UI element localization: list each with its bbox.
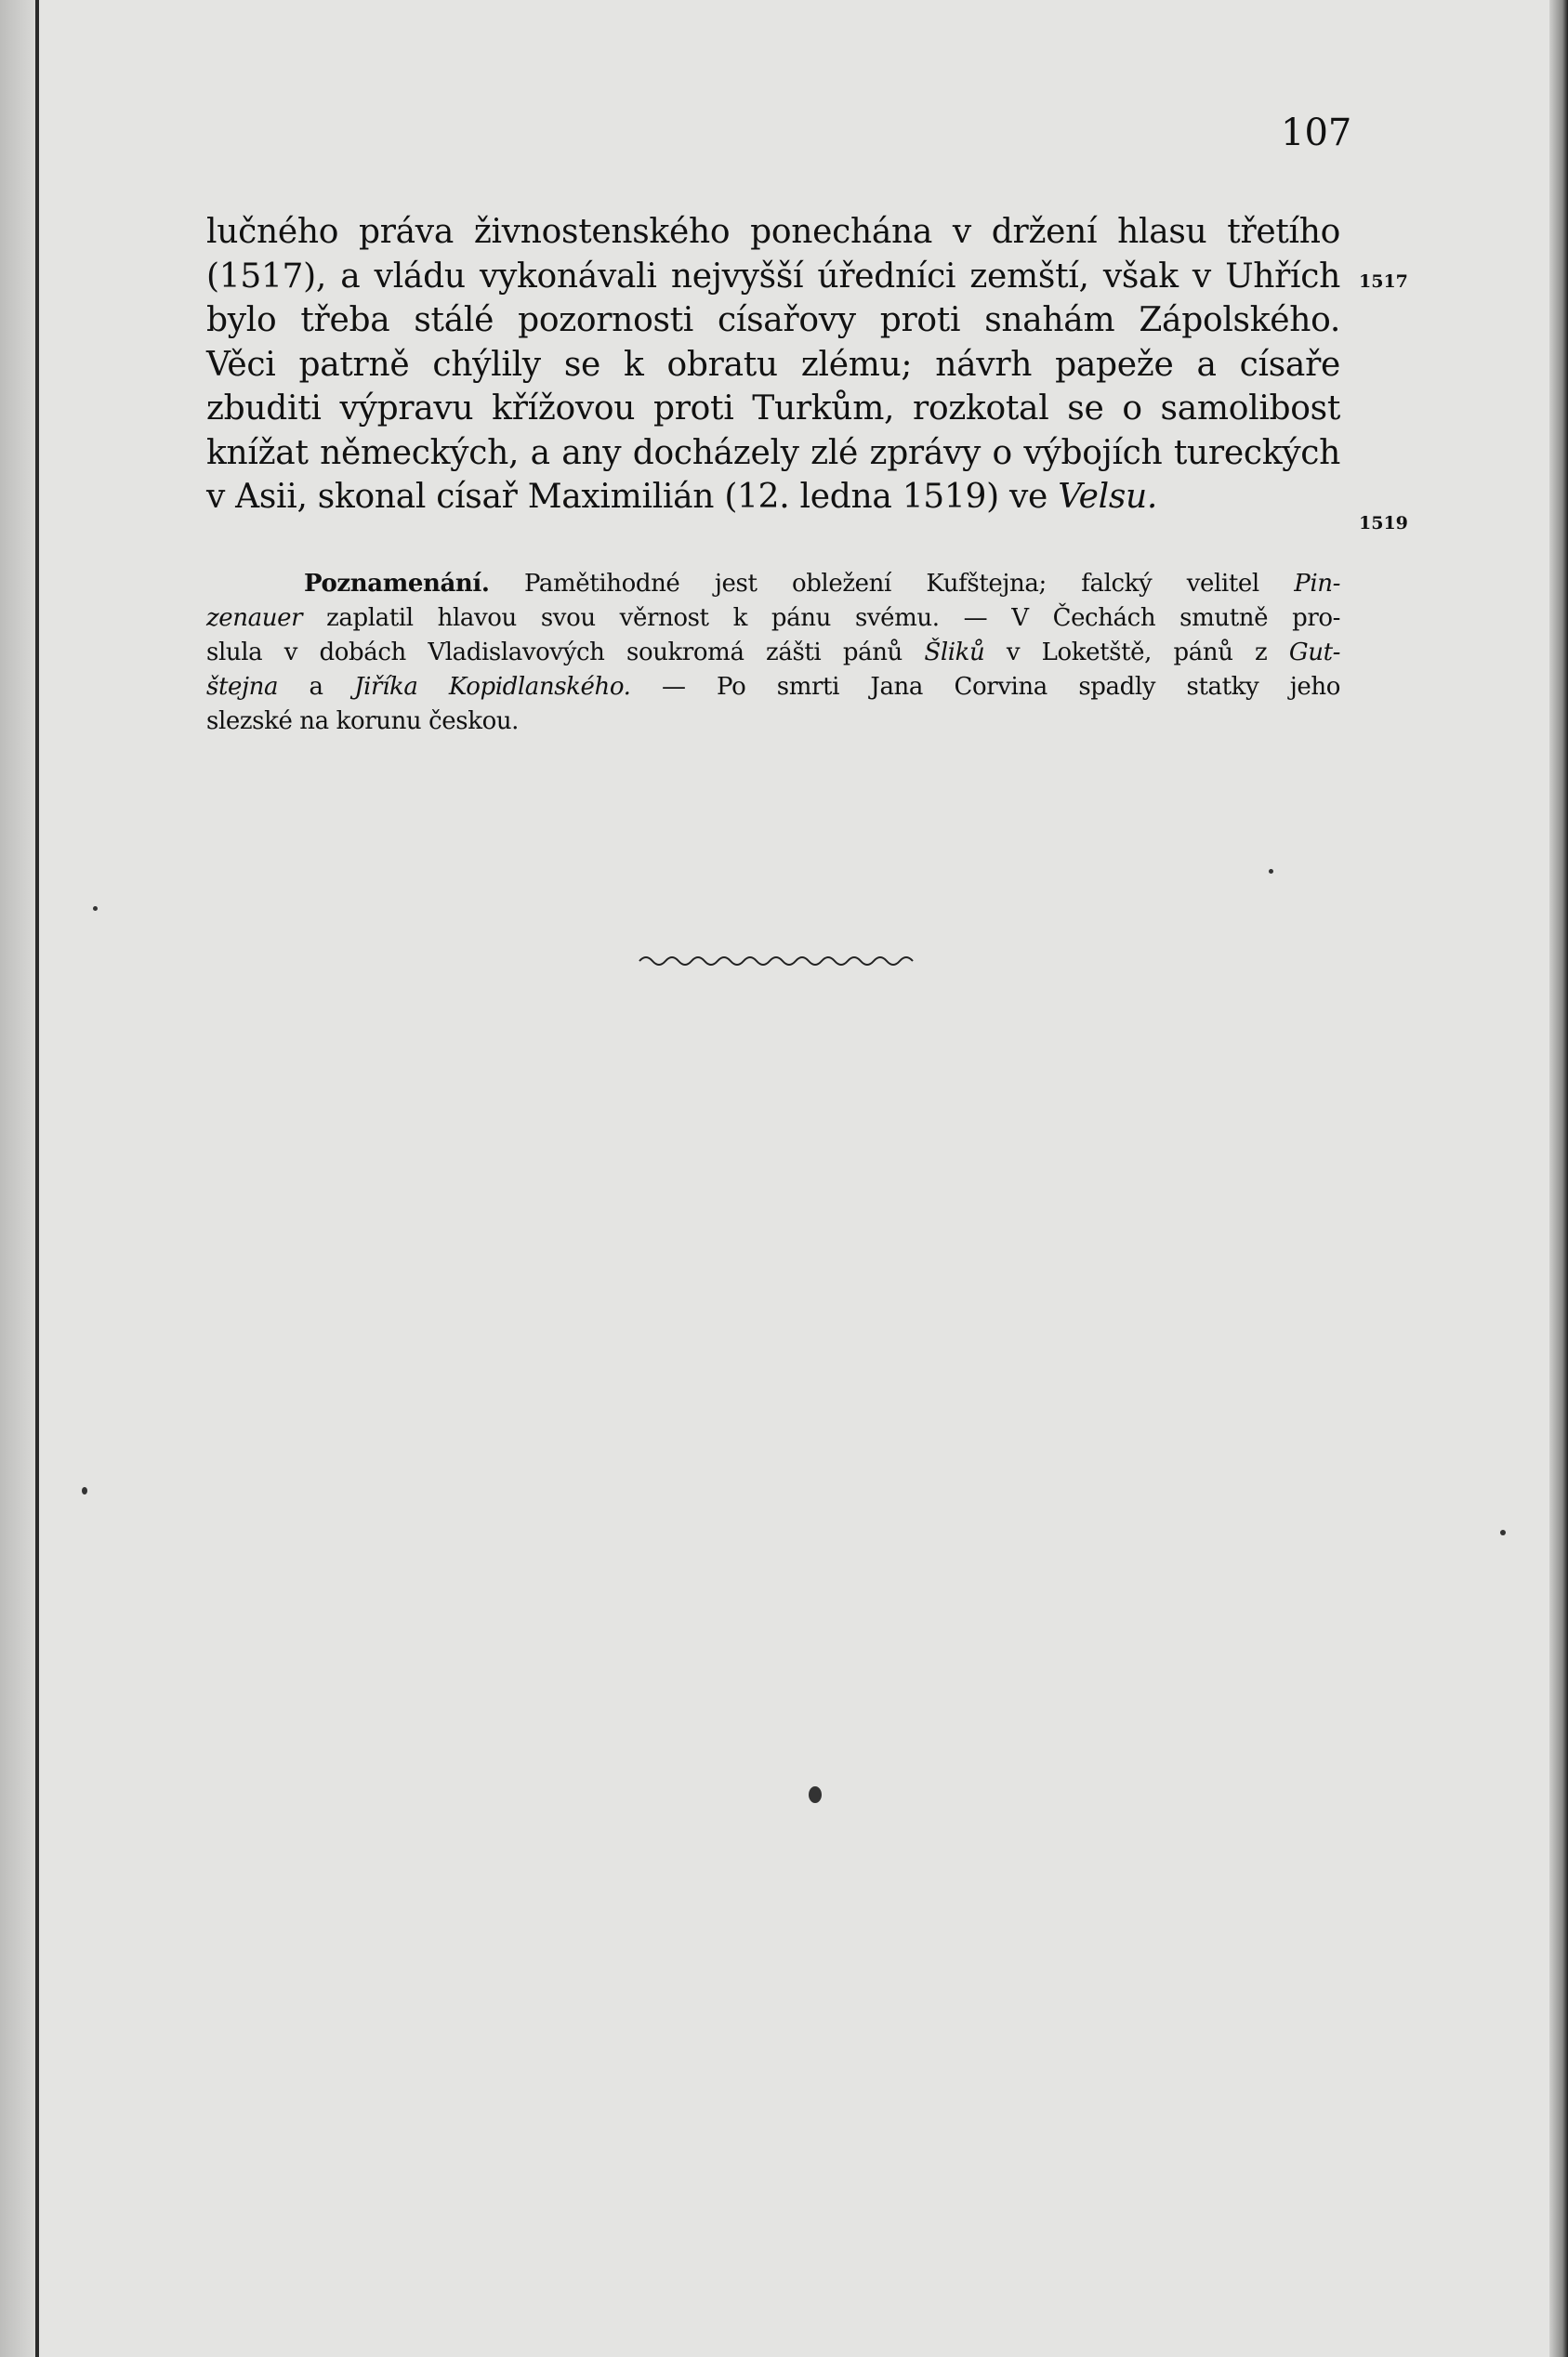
margin-year-1517: 1517: [1359, 271, 1408, 292]
notes-paragraph: [206, 567, 1340, 739]
body-italic-place: Velsu.: [1058, 478, 1158, 516]
body-line: knížat německých, a any docházely zlé zprávy o výbojích tureckých: [206, 433, 1340, 472]
page-number: 107: [1281, 112, 1352, 154]
body-line-last: [206, 475, 1340, 520]
ink-speck: [1500, 1530, 1506, 1535]
wavy-divider-ornament: [638, 952, 916, 970]
notes-italic: Jiříka Kopidlanského.: [354, 673, 631, 701]
notes-line: [206, 636, 1340, 670]
notes-italic: Šliků: [924, 639, 985, 666]
margin-year-1519: 1519: [1359, 513, 1408, 533]
page-gutter-shadow: [0, 0, 35, 2357]
notes-line: [206, 670, 1340, 704]
ink-speck: [809, 1786, 822, 1803]
notes-text: — Po smrti Jana Corvina spadly statky jeho: [630, 673, 1341, 701]
notes-text: zaplatil hlavou svou věrnost k pánu svému. — V Čechách smutně pro-: [302, 604, 1340, 632]
body-line-text: v Asii, skonal císař Maximilián (12. ledna 1519) ve: [206, 478, 1059, 516]
notes-text: slula v dobách Vladislavových soukromá zášti pánů: [206, 639, 925, 666]
notes-heading: Poznamenání.: [304, 570, 490, 598]
notes-text: a: [278, 673, 355, 701]
notes-line: [206, 601, 1340, 636]
notes-text: Pamětihodné jest obležení Kufštejna; falcký velitel: [489, 570, 1295, 598]
page-left-edge: [35, 0, 39, 2357]
notes-line: [206, 567, 1340, 601]
body-line: Věci patrně chýlily se k obratu zlému; návrh papeže a císaře: [206, 345, 1340, 384]
notes-text: v Loketště, pánů z: [984, 639, 1289, 666]
notes-italic: Pin-: [1294, 570, 1340, 598]
notes-line: slezské na korunu českou.: [206, 707, 520, 735]
notes-italic: Gut-: [1288, 639, 1341, 666]
body-line: bylo třeba stálé pozornosti císařovy proti snahám Zápolského.: [206, 301, 1340, 339]
body-line: zbuditi výpravu křížovou proti Turkům, rozkotal se o samolibost: [206, 389, 1340, 428]
main-paragraph: [206, 210, 1340, 520]
notes-italic: štejna: [206, 673, 279, 701]
body-line: lučného práva živnostenského ponechána v držení hlasu třetího: [206, 213, 1340, 251]
notes-italic: zenauer: [206, 604, 303, 632]
ink-speck: [93, 906, 98, 911]
body-line: (1517), a vládu vykonávali nejvyšší úředníci zemští, však v Uhřích: [206, 257, 1340, 296]
ink-speck: [1269, 869, 1273, 874]
page-right-edge: [1549, 0, 1568, 2357]
ink-speck: [82, 1487, 87, 1495]
